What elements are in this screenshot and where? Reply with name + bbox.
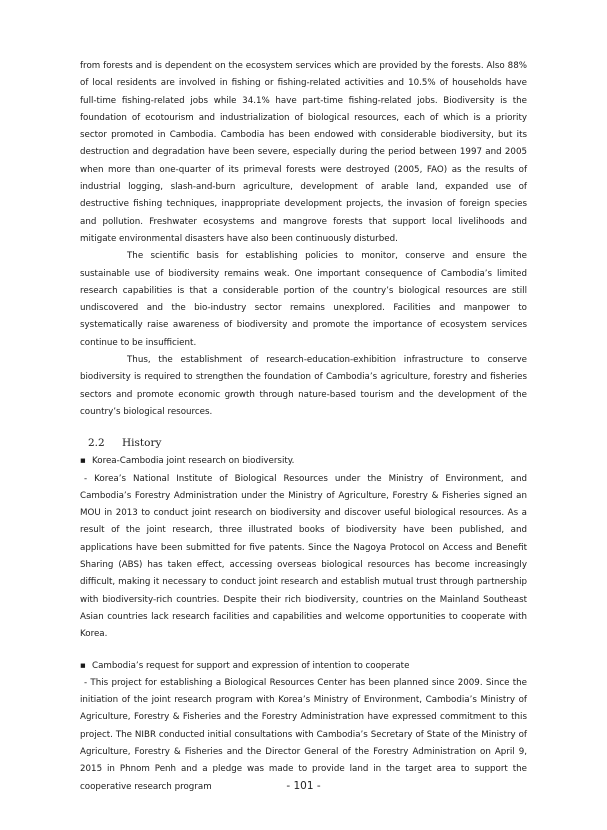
bullet-text-2: - This project for establishing a Biological Resources Center has been planned since 2009. Since the initiation of the joint research program with Korea’s Ministry of Environment, Cambodia’s Ministry of Agriculture, Forestry & Fisheries and the Forestry Administration have expressed commitment to this project. The NIBR conducted initial consultations with Cambodia’s Secretary of State of the Ministry of Agriculture, Forestry & Fisheries and the Director General of the Forestry Administration on April 9, 2015 in Phnom Penh and a pledge was made to provide land in the target area to support the cooperative research program (80, 677, 527, 792)
bullet-square-icon: ▪ (80, 660, 86, 671)
bullet-square-icon: ▪ (80, 456, 86, 467)
bullet-title: Korea-Cambodia joint research on biodiversity. (92, 456, 295, 467)
body-paragraph-3: Thus, the establishment of research-education-exhibition infrastructure to conserve biodiversity is required to strengthen the foundation of Cambodia’s agriculture, forestry and fisheries sectors and promote economic growth through nature-based tourism and the development of the country’s biological resources. (80, 355, 527, 417)
bullet-item-1 (80, 453, 527, 470)
section-number: 2.2 (88, 437, 105, 450)
section-title: History (122, 437, 162, 450)
bullet-gap (80, 644, 527, 658)
bullet-text-1: - Korea’s National Institute of Biological Resources under the Ministry of Environment, and Cambodia’s Forestry Administration under the Ministry of Agriculture, Forestry & Fisheries signed an MOU in 2013 to conduct joint research on biodiversity and discover useful biological resources. As a result of the joint research, three illustrated books of biodiversity have been published, and applications have been submitted for five patents. Since the Nagoya Protocol on Access and Benefit Sharing (ABS) has taken effect, accessing overseas biological resources has become increasingly difficult, making it necessary to conduct joint research and establish mutual trust through partnership with biodiversity-rich countries. Despite their rich biodiversity, countries on the Mainland Southeast Asian countries lack research facilities and capabilities and welcome opportunities to cooperate with Korea. (80, 473, 527, 640)
body-paragraph-1: from forests and is dependent on the ecosystem services which are provided by the forests. Also 88% of local residents are involved in fishing or fishing-related activities and 10.5% of households have full-time fishing-related jobs while 34.1% have part-time fishing-related jobs. Biodiversity is the foundation of ecotourism and industrialization of biological resources, each of which is a priority sector promoted in Cambodia. Cambodia has been endowed with considerable biodiversity, but its destruction and degradation have been severe, especially during the period between 1997 and 2005 when more than one-quarter of its primeval forests were destroyed (2005, FAO) as the results of industrial logging, slash-and-burn agriculture, development of arable land, expanded use of destructive fishing techniques, inappropriate development projects, the invasion of foreign species and pollution. Freshwater ecosystems and mangrove forests that support local livelihoods and mitigate environmental disasters have also been continuously disturbed. (80, 61, 527, 244)
body-paragraph-2: The scientific basis for establishing policies to monitor, conserve and ensure the sustainable use of biodiversity remains weak. One important consequence of Cambodia’s limited research capabilities is that a considerable portion of the country’s biological resources are still undiscovered and the bio-industry sector remains unexplored. Facilities and manpower to systematically raise awareness of biodiversity and promote the importance of ecosystem services continue to be insufficient. (80, 251, 527, 348)
document-page (80, 58, 527, 796)
page-number: - 101 - (286, 780, 321, 792)
bullet-item-2 (80, 658, 527, 675)
section-gap (80, 421, 527, 435)
bullet-title: Cambodia’s request for support and expression of intention to cooperate (92, 660, 410, 671)
section-heading (88, 435, 527, 451)
